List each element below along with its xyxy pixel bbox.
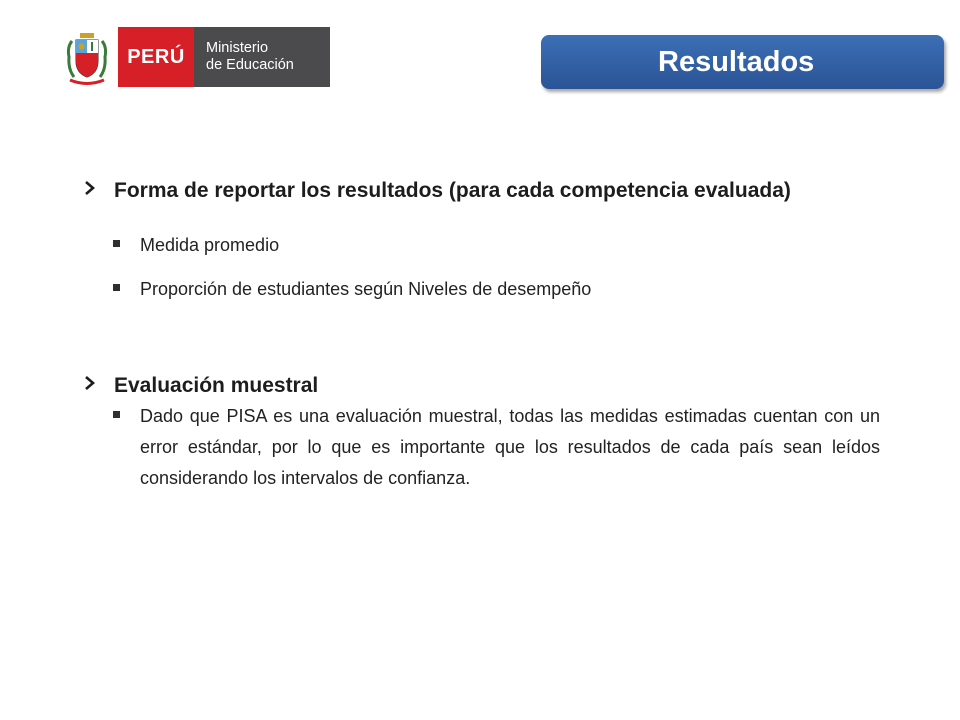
country-name: PERÚ — [127, 45, 185, 68]
square-bullet-icon — [113, 411, 120, 418]
section-heading: Evaluación muestral — [114, 374, 319, 397]
list-item-text: Dado que PISA es una evaluación muestral, todas las medidas estimadas cuentan con un error estándar, por lo que es importante que los resultados de cada país sean leídos considerando los intervalos de confianza. — [140, 406, 880, 488]
title-banner — [541, 35, 944, 89]
list-item-text: Proporción de estudiantes según Niveles de desempeño — [140, 279, 592, 299]
peru-brand-box — [118, 27, 194, 87]
list-item-text: Medida promedio — [140, 235, 280, 255]
chevron-right-icon — [84, 181, 96, 195]
section-reporting — [84, 175, 880, 206]
list-item — [84, 230, 880, 261]
section-sampling — [84, 370, 880, 401]
square-bullet-icon — [113, 284, 120, 291]
ministry-name-box — [194, 27, 330, 87]
ministry-logo — [62, 27, 330, 87]
ministry-line-2: de Educación — [206, 57, 294, 73]
slide-content — [84, 175, 880, 494]
ministry-line-1: Ministerio — [206, 40, 269, 56]
square-bullet-icon — [113, 240, 120, 247]
section-heading: Forma de reportar los resultados (para cada competencia evaluada) — [114, 179, 791, 202]
list-item — [84, 274, 880, 305]
chevron-right-icon — [84, 376, 96, 390]
list-item — [84, 401, 880, 494]
page-title: Resultados — [658, 45, 815, 78]
coat-of-arms-icon — [62, 27, 112, 87]
